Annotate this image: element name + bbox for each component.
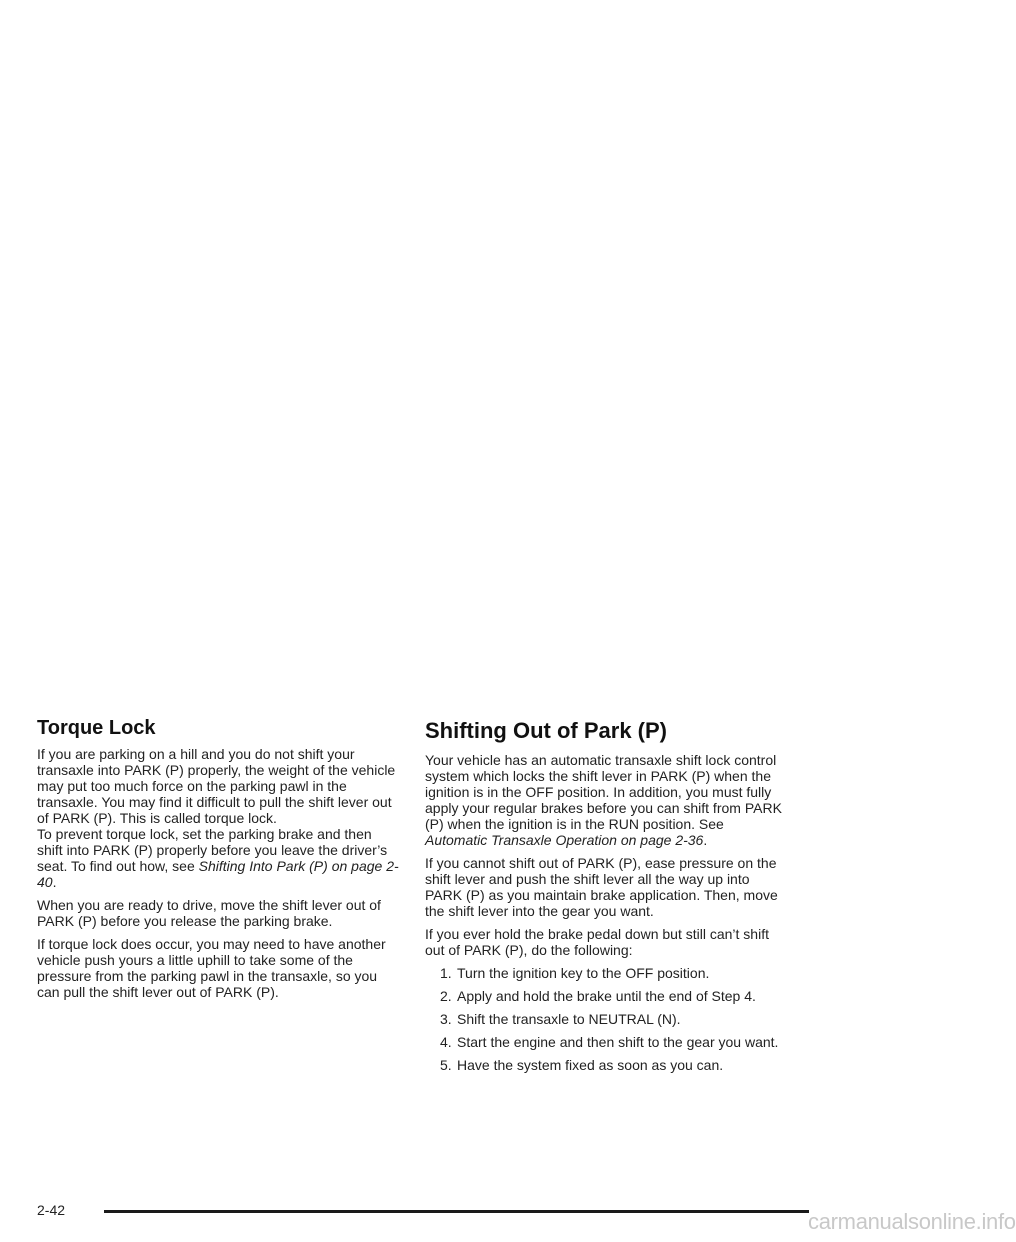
shifting-out-paragraph-2: If you cannot shift out of PARK (P), ease pressure on the shift lever and push the shift lever all the way up into PARK (P) as you maintain brake application. Then, move the shift lever into the gear you want. bbox=[425, 855, 778, 919]
torque-lock-paragraph-2-end: . bbox=[52, 874, 57, 890]
shifting-out-paragraph-1 bbox=[425, 752, 785, 848]
step-number: 4. bbox=[440, 1034, 452, 1050]
torque-lock-paragraph-4: If torque lock does occur, you may need to have another vehicle push yours a little uphill to take some of the pressure from the parking pawl in the transaxle, so you can pull the shift lever out of PARK (P). bbox=[37, 936, 386, 1000]
step-text: Start the engine and then shift to the gear you want. bbox=[457, 1034, 779, 1050]
shifting-out-paragraph-3: If you ever hold the brake pedal down but still can’t shift out of PARK (P), do the following: bbox=[425, 926, 769, 958]
shifting-out-paragraph-1-end: . bbox=[703, 832, 708, 848]
step-number: 3. bbox=[440, 1011, 452, 1027]
shifting-out-paragraph-1-text: Your vehicle has an automatic transaxle shift lock control system which locks the shift lever in PARK (P) when the ignition is in the OFF position. In addition, you must fully apply your regular brakes before you can shift from PARK (P) when the ignition is in the RUN position. See bbox=[425, 752, 782, 832]
step-text: Shift the transaxle to NEUTRAL (N). bbox=[457, 1011, 681, 1027]
shifting-into-park-reference[interactable]: Shifting Into Park (P) on page 2-40 bbox=[37, 858, 399, 890]
torque-lock-paragraph-2 bbox=[37, 826, 399, 890]
list-item bbox=[440, 1034, 785, 1050]
list-item bbox=[440, 988, 785, 1004]
footer-rule bbox=[104, 1210, 809, 1213]
torque-lock-paragraph-2-text: To prevent torque lock, set the parking brake and then shift into PARK (P) properly before you leave the driver’s seat. To find out how, see bbox=[37, 826, 388, 874]
shifting-out-of-park-section bbox=[425, 718, 785, 1080]
watermark: carmanualsonline.info bbox=[808, 1209, 1016, 1234]
torque-lock-paragraph-1: If you are parking on a hill and you do not shift your transaxle into PARK (P) properly, the weight of the vehicle may put too much force on the parking pawl in the transaxle. You may find it difficult to pull the shift lever out of PARK (P). This is called torque lock. bbox=[37, 746, 396, 826]
shift-procedure-steps bbox=[425, 965, 785, 1073]
list-item bbox=[440, 1057, 785, 1073]
list-item bbox=[440, 965, 785, 981]
step-text: Have the system fixed as soon as you can. bbox=[457, 1057, 724, 1073]
step-text: Apply and hold the brake until the end of Step 4. bbox=[457, 988, 756, 1004]
list-item bbox=[440, 1011, 785, 1027]
step-number: 1. bbox=[440, 965, 452, 981]
torque-lock-paragraph-3: When you are ready to drive, move the shift lever out of PARK (P) before you release the parking brake. bbox=[37, 897, 381, 929]
torque-lock-section bbox=[37, 716, 399, 1007]
step-number: 2. bbox=[440, 988, 452, 1004]
torque-lock-heading: Torque Lock bbox=[37, 717, 156, 739]
page-number: 2-42 bbox=[37, 1202, 66, 1218]
shifting-out-of-park-heading: Shifting Out of Park (P) bbox=[425, 718, 667, 743]
step-text: Turn the ignition key to the OFF position. bbox=[457, 965, 710, 981]
step-number: 5. bbox=[440, 1057, 452, 1073]
automatic-transaxle-operation-reference[interactable]: Automatic Transaxle Operation on page 2-36 bbox=[425, 832, 704, 848]
